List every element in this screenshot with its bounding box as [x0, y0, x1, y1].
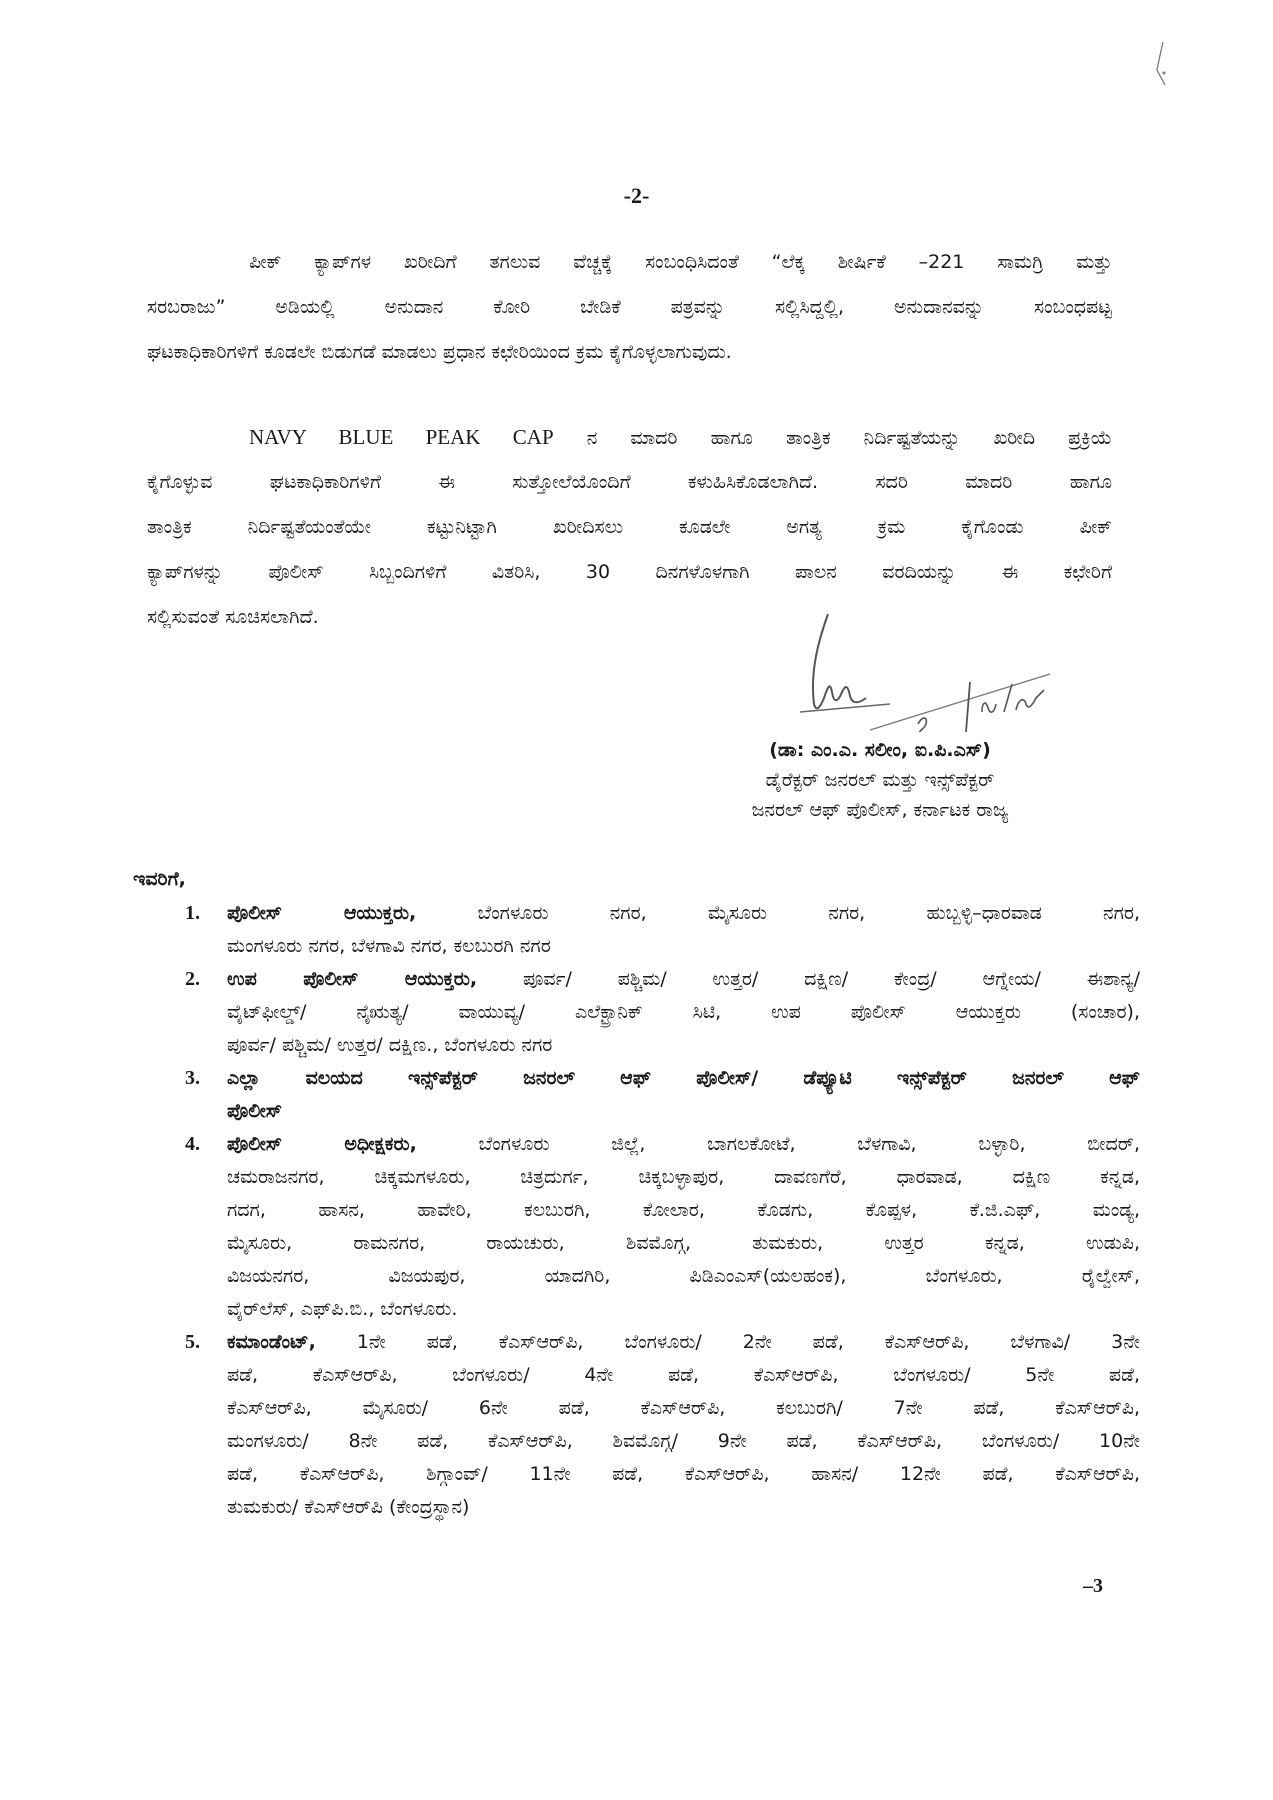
paragraph-line [147, 415, 1112, 460]
paragraph-line: ಪೀಕ್ ಕ್ಯಾಪ್‌ಗಳ ಖರೀದಿಗೆ ತಗಲುವ ವೆಚ್ಚಕ್ಕೆ ಸಂಬಂಧಿಸಿದಂತೆ “ಲೆಕ್ಕ ಶೀರ್ಷಿಕೆ –221 ಸಾಮಗ್ರಿ ಮತ್ತು [249, 251, 1112, 273]
recipient-number: 5. [185, 1331, 200, 1353]
recipient-line [227, 897, 1140, 930]
recipient-line [227, 1326, 1140, 1359]
recipient-number: 3. [185, 1067, 200, 1089]
recipient-item [185, 963, 1140, 1062]
signatory-designation: ಡೈರೆಕ್ಟರ್ ಜನರಲ್ ಮತ್ತು ಇನ್ಸ್‌ಪೆಕ್ಟರ್ [765, 769, 995, 791]
paragraph-line: ಸರಬರಾಜು” ಅಡಿಯಲ್ಲಿ ಅನುದಾನ ಕೋರಿ ಬೇಡಿಕೆ ಪತ್ರವನ್ನು ಸಲ್ಲಿಸಿದ್ದಲ್ಲಿ, ಅನುದಾನವನ್ನು ಸಂಬಂಧಪಟ್ಟ [147, 296, 1112, 318]
paragraph-line: ಸಲ್ಲಿಸುವಂತೆ ಸೂಚಿಸಲಾಗಿದೆ. [147, 606, 319, 628]
recipient-office: ಪೊಲೀಸ್ ಅಧೀಕ್ಷಕರು, [227, 1133, 417, 1155]
recipient-line: ವೈಟ್‌ಫೀಲ್ಡ್/ ನೈಋತ್ಯ/ ವಾಯುವ್ಯ/ ಎಲೆಕ್ಟ್ರಾನಿಕ್ ಸಿಟಿ, ಉಪ ಪೊಲೀಸ್ ಆಯುಕ್ತರು (ಸಂಚಾರ), [227, 1001, 1140, 1023]
recipient-number: 4. [185, 1133, 200, 1155]
recipient-line: ಪಡೆ, ಕೆಎಸ್‌ಆರ್‌ಪಿ, ಶಿಗ್ಗಾಂವ್/ 11ನೇ ಪಡೆ, ಕೆಎಸ್‌ಆರ್‌ಪಿ, ಹಾಸನ/ 12ನೇ ಪಡೆ, ಕೆಎಸ್‌ಆರ್‌ಪಿ, [227, 1463, 1140, 1485]
signatory-designation: ಜನರಲ್ ಆಫ್ ಪೊಲೀಸ್, ಕರ್ನಾಟಕ ರಾಜ್ಯ [751, 799, 1009, 821]
recipient-text: ಬೆಂಗಳೂರು ಜಿಲ್ಲೆ, ಬಾಗಲಕೋಟೆ, ಬೆಳಗಾವಿ, ಬಳ್ಳಾರಿ, ಬೀದರ್, [416, 1133, 1140, 1155]
recipient-line: ಮಂಗಳೂರು/ 8ನೇ ಪಡೆ, ಕೆಎಸ್‌ಆರ್‌ಪಿ, ಶಿವಮೊಗ್ಗ/ 9ನೇ ಪಡೆ, ಕೆಎಸ್‌ಆರ್‌ಪಿ, ಬೆಂಗಳೂರು/ 10ನೇ [227, 1430, 1140, 1452]
recipient-office: ಉಪ ಪೊಲೀಸ್ ಆಯುಕ್ತರು, [227, 968, 478, 990]
recipient-line: ಪಡೆ, ಕೆಎಸ್‌ಆರ್‌ಪಿ, ಬೆಂಗಳೂರು/ 4ನೇ ಪಡೆ, ಕೆಎಸ್‌ಆರ್‌ಪಿ, ಬೆಂಗಳೂರು/ 5ನೇ ಪಡೆ, [227, 1364, 1140, 1386]
recipient-line: ಚಮರಾಜನಗರ, ಚಿಕ್ಕಮಗಳೂರು, ಚಿತ್ರದುರ್ಗ, ಚಿಕ್ಕಬಳ್ಳಾಪುರ, ದಾವಣಗೆರೆ, ಧಾರವಾಡ, ದಕ್ಷಿಣ ಕನ್ನಡ, [227, 1166, 1140, 1188]
recipients-heading: ಇವರಿಗೆ, [133, 868, 186, 890]
recipient-line: ಎಲ್ಲಾ ವಲಯದ ಇನ್ಸ್‌ಪೆಕ್ಟರ್ ಜನರಲ್ ಆಫ್ ಪೊಲೀಸ್/ ಡೆಪ್ಯೂಟಿ ಇನ್ಸ್‌ಪೆಕ್ಟರ್ ಜನರಲ್ ಆಫ್ [227, 1067, 1140, 1089]
recipient-item [185, 1128, 1140, 1326]
paragraph-line: ಕೈಗೊಳ್ಳುವ ಘಟಕಾಧಿಕಾರಿಗಳಿಗೆ ಈ ಸುತ್ತೋಲೆಯೊಂದಿಗೆ ಕಳುಹಿಸಿಕೊಡಲಾಗಿದೆ. ಸದರಿ ಮಾದರಿ ಹಾಗೂ [147, 471, 1112, 493]
next-page-indicator: –3 [1083, 1575, 1103, 1597]
paragraph-line: ಘಟಕಾಧಿಕಾರಿಗಳಿಗೆ ಕೂಡಲೇ ಬಿಡುಗಡೆ ಮಾಡಲು ಪ್ರಧಾನ ಕಛೇರಿಯಿಂದ ಕ್ರಮ ಕೈಗೊಳ್ಳಲಾಗುವುದು. [147, 341, 732, 363]
paragraph-specification [147, 415, 1112, 640]
recipient-line [227, 1128, 1140, 1161]
paragraph-line-rest: ನ ಮಾದರಿ ಹಾಗೂ ತಾಂತ್ರಿಕ ನಿರ್ದಿಷ್ಟತೆಯನ್ನು ಖರೀದಿ ಪ್ರಕ್ರಿಯೆ [553, 427, 1112, 449]
recipient-line: ಕೆಎಸ್‌ಆರ್‌ಪಿ, ಮೈಸೂರು/ 6ನೇ ಪಡೆ, ಕೆಎಸ್‌ಆರ್‌ಪಿ, ಕಲಬುರಗಿ/ 7ನೇ ಪಡೆ, ಕೆಎಸ್‌ಆರ್‌ಪಿ, [227, 1397, 1140, 1419]
recipient-item [185, 1062, 1140, 1128]
recipient-item [185, 897, 1140, 963]
recipient-text: 1ನೇ ಪಡೆ, ಕೆಎಸ್‌ಆರ್‌ಪಿ, ಬೆಂಗಳೂರು/ 2ನೇ ಪಡೆ, ಕೆಎಸ್‌ಆರ್‌ಪಿ, ಬೆಳಗಾವಿ/ 3ನೇ [315, 1331, 1140, 1353]
recipient-number: 1. [185, 902, 200, 924]
paragraph-line: ಕ್ಯಾಪ್‌ಗಳನ್ನು ಪೊಲೀಸ್ ಸಿಬ್ಬಂದಿಗಳಿಗೆ ವಿತರಿಸಿ, 30 ದಿನಗಳೊಳಗಾಗಿ ಪಾಲನ ವರದಿಯನ್ನು ಈ ಕಛೇರಿಗೆ [147, 561, 1112, 583]
recipients-list [185, 897, 1140, 1524]
recipient-text: ಪೂರ್ವ/ ಪಶ್ಚಿಮ/ ಉತ್ತರ/ ದಕ್ಷಿಣ/ ಕೇಂದ್ರ/ ಆಗ್ನೇಯ/ ಈಶಾನ್ಯ/ [477, 968, 1140, 990]
recipient-item [185, 1326, 1140, 1524]
recipient-line: ತುಮಕುರು/ ಕೆಎಸ್‌ಆರ್‌ಪಿ (ಕೇಂದ್ರಸ್ಥಾನ) [227, 1496, 470, 1518]
recipient-office: ಕಮಾಂಡೆಂಟ್, [227, 1331, 316, 1353]
paragraph-grant-release [147, 240, 1112, 375]
recipient-line: ಪೊಲೀಸ್ [227, 1100, 283, 1122]
recipient-line: ವೈರ್‌ಲೆಸ್, ಎಫ್‌ಪಿ.ಬಿ., ಬೆಂಗಳೂರು. [227, 1298, 458, 1320]
handwritten-signature [800, 612, 1070, 732]
recipient-line: ಮೈಸೂರು, ರಾಮನಗರ, ರಾಯಚುರು, ಶಿವಮೊಗ್ಗ, ತುಮಕುರು, ಉತ್ತರ ಕನ್ನಡ, ಉಡುಪಿ, [227, 1232, 1140, 1254]
page-number-top: -2- [623, 183, 650, 208]
product-name: NAVY BLUE PEAK CAP [249, 425, 554, 449]
recipient-line: ಮಂಗಳೂರು ನಗರ, ಬೆಳಗಾವಿ ನಗರ, ಕಲಬುರಗಿ ನಗರ [227, 935, 551, 957]
recipient-text: ಬೆಂಗಳೂರು ನಗರ, ಮೈಸೂರು ನಗರ, ಹುಬ್ಬಳ್ಳಿ–ಧಾರವಾಡ ನಗರ, [416, 902, 1140, 924]
signatory-block [650, 735, 1110, 825]
paragraph-line: ತಾಂತ್ರಿಕ ನಿರ್ದಿಷ್ಟತೆಯಂತೆಯೇ ಕಟ್ಟುನಿಟ್ಟಾಗಿ ಖರೀದಿಸಲು ಕೂಡಲೇ ಅಗತ್ಯ ಕ್ರಮ ಕೈಗೊಂಡು ಪೀಕ್ [147, 516, 1112, 538]
recipient-line: ಪೂರ್ವ/ ಪಶ್ಚಿಮ/ ಉತ್ತರ/ ದಕ್ಷಿಣ., ಬೆಂಗಳೂರು ನಗರ [227, 1034, 553, 1056]
margin-mark-icon [1155, 40, 1195, 100]
recipient-line: ವಿಜಯನಗರ, ವಿಜಯಪುರ, ಯಾದಗಿರಿ, ಪಿಡಿಎಂಎಸ್(ಯಲಹಂಕ), ಬೆಂಗಳೂರು, ರೈಲ್ವೇಸ್, [227, 1265, 1140, 1287]
recipient-line: ಗದಗ, ಹಾಸನ, ಹಾವೇರಿ, ಕಲಬುರಗಿ, ಕೋಲಾರ, ಕೊಡಗು, ಕೊಪ್ಪಳ, ಕೆ.ಜಿ.ಎಫ್, ಮಂಡ್ಯ, [227, 1199, 1140, 1221]
recipient-number: 2. [185, 968, 200, 990]
recipient-office: ಪೊಲೀಸ್ ಆಯುಕ್ತರು, [227, 902, 417, 924]
signatory-name: (ಡಾ: ಎಂ.ಎ. ಸಲೀಂ, ಐ.ಪಿ.ಎಸ್) [769, 739, 991, 761]
recipient-line [227, 963, 1140, 996]
